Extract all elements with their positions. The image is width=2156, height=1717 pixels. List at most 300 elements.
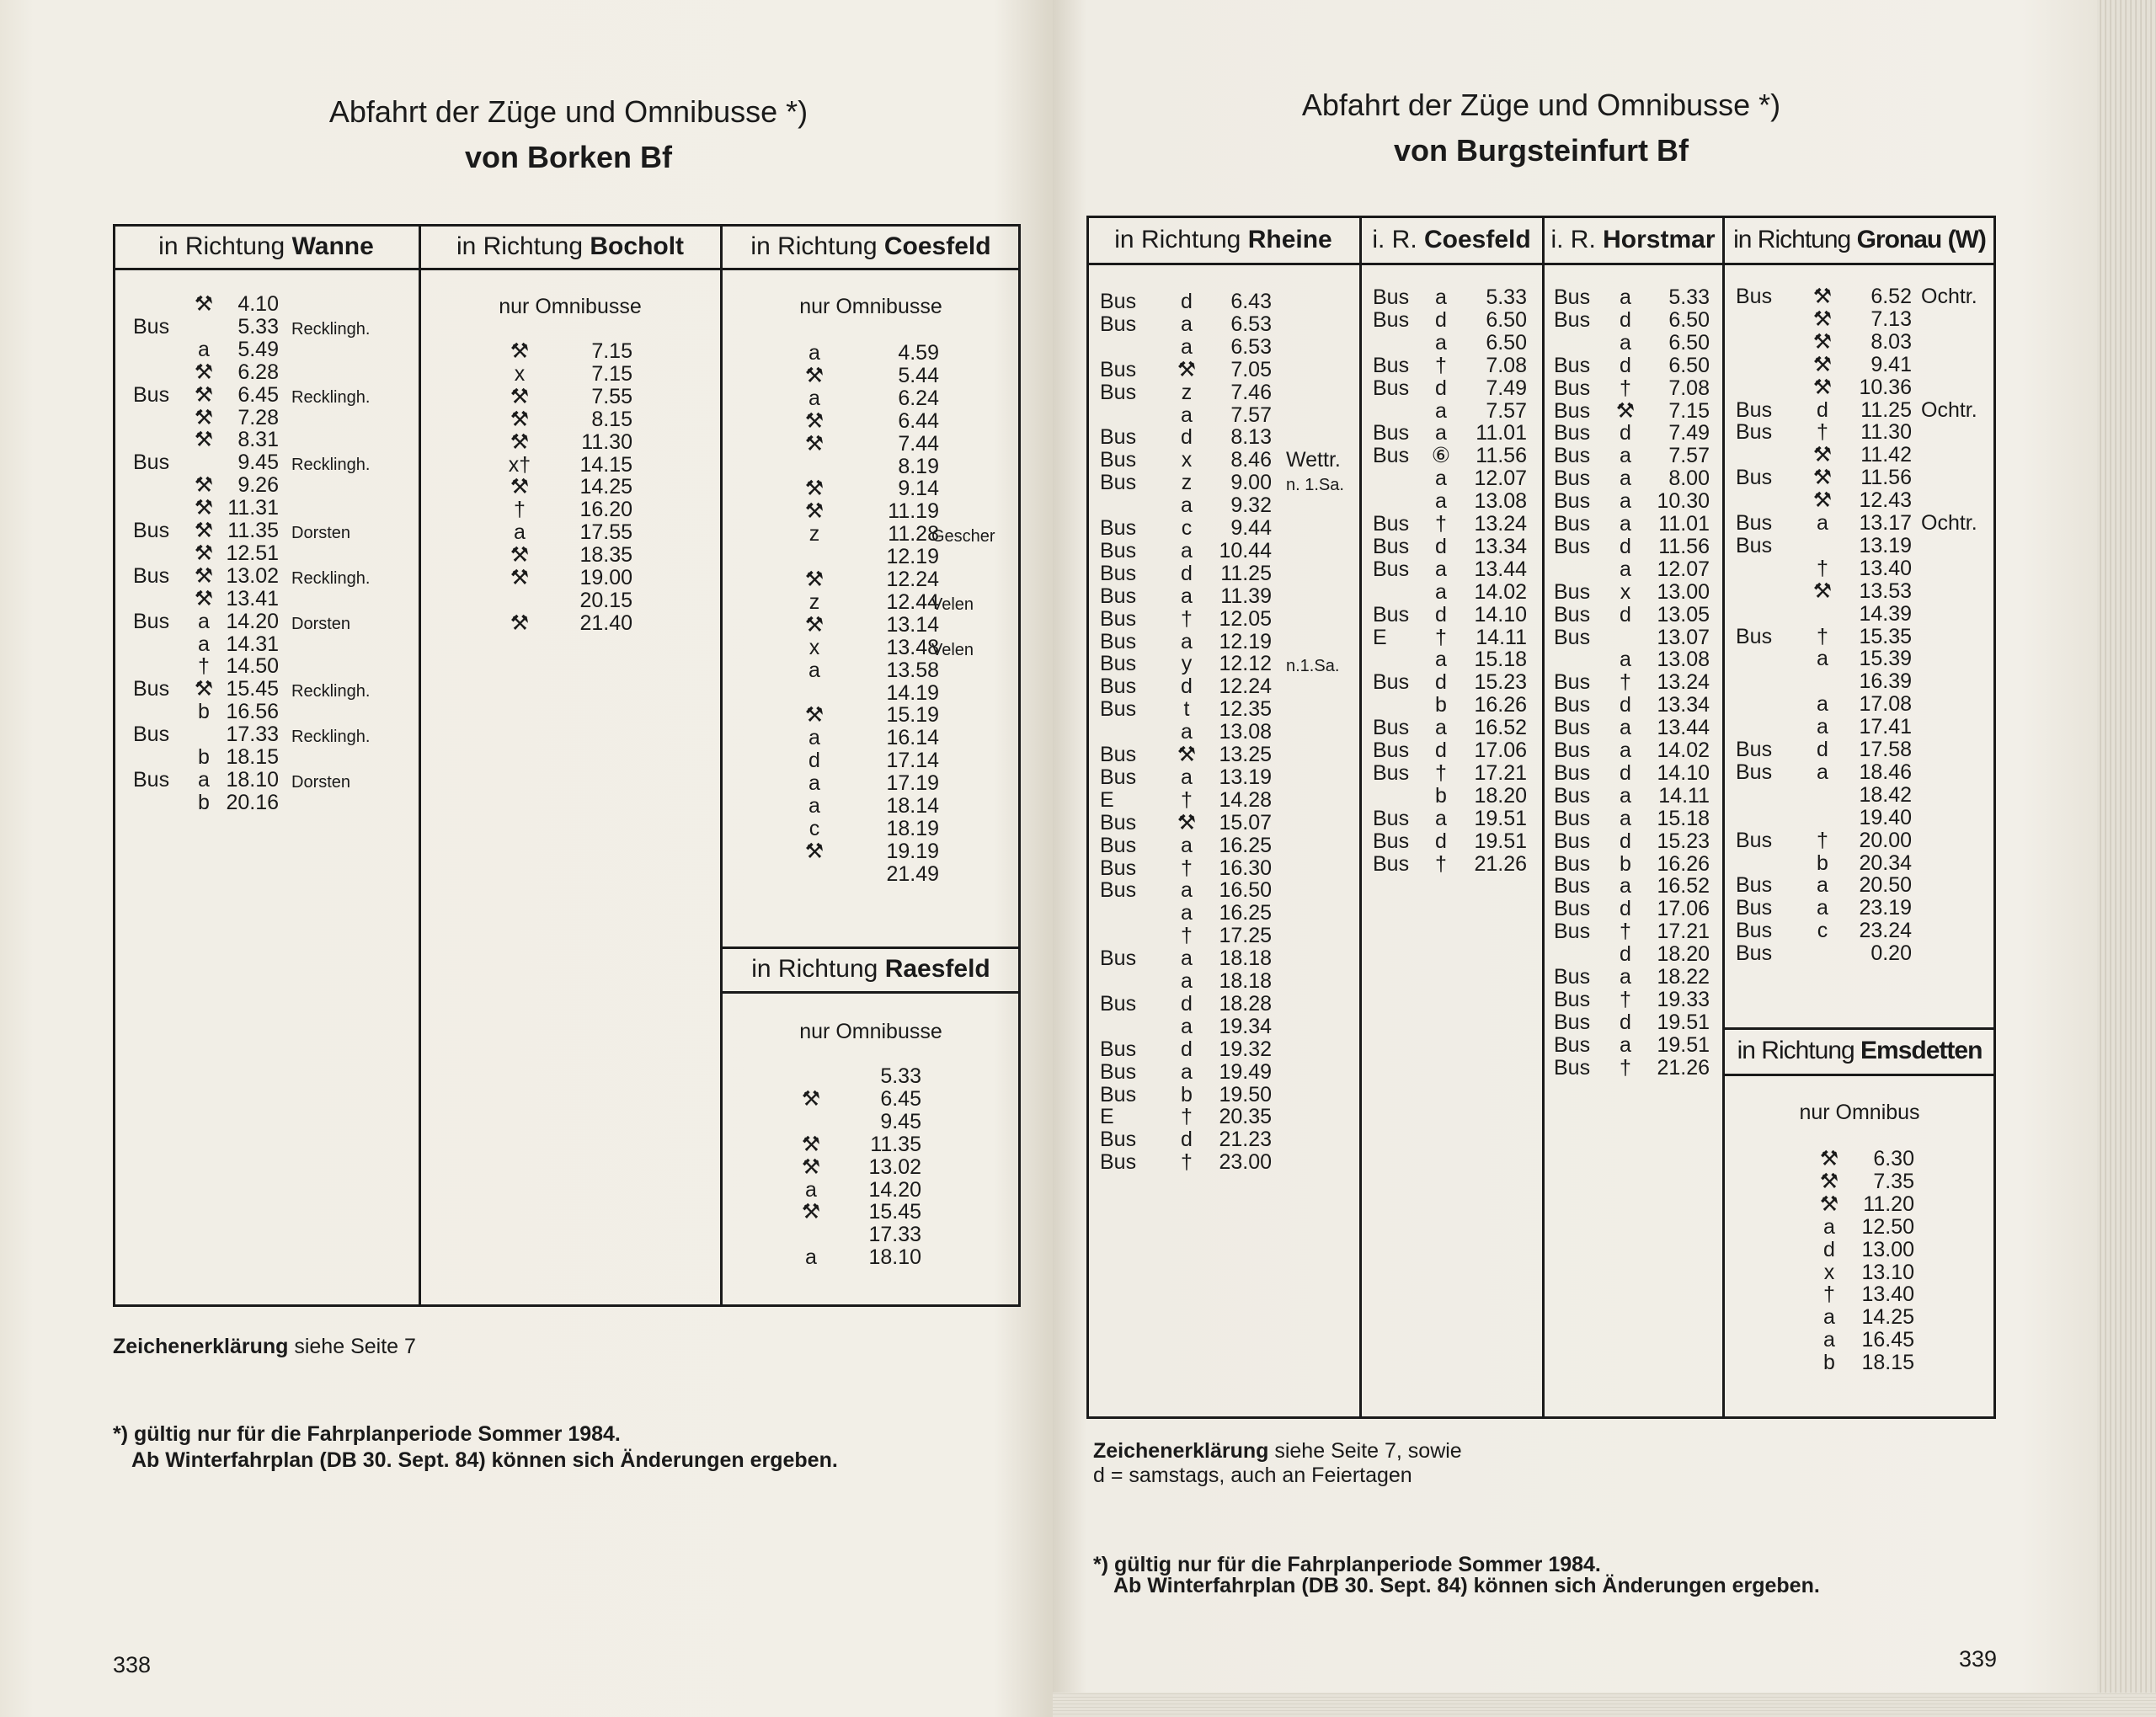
service-symbol: a — [808, 658, 820, 682]
departure-time: 11.30 — [1860, 420, 1912, 445]
departure-time: 20.00 — [1859, 828, 1912, 852]
service-symbol: ⑥ — [1431, 444, 1451, 468]
transport-type: Bus — [1373, 534, 1410, 558]
workdays-hammer-icon: ⚒ — [510, 543, 530, 568]
departure-time: 7.46 — [1230, 380, 1272, 404]
departure-time: 14.11 — [1658, 783, 1710, 808]
service-symbol: a — [1181, 720, 1193, 744]
departure-time: 13.53 — [1859, 579, 1912, 603]
service-symbol: a — [1181, 878, 1193, 903]
workdays-hammer-icon: ⚒ — [801, 1154, 821, 1179]
departure-time: 4.59 — [898, 341, 939, 365]
service-symbol: d — [1435, 307, 1447, 332]
transport-type: Bus — [1736, 420, 1773, 445]
departure-time: 11.56 — [1658, 534, 1710, 558]
transport-type: Bus — [1554, 829, 1591, 853]
service-symbol: a — [1435, 398, 1447, 423]
divider — [1722, 216, 1725, 1419]
header-name: Gronau (W) — [1856, 226, 1986, 253]
service-symbol: a — [1620, 1032, 1631, 1057]
service-symbol: a — [1181, 833, 1193, 857]
transport-type: Bus — [1736, 624, 1773, 648]
service-symbol: b — [1823, 1351, 1835, 1375]
service-symbol: x — [1181, 448, 1193, 472]
departure-time: 17.33 — [226, 723, 279, 747]
divider — [113, 268, 1021, 270]
service-symbol: a — [808, 726, 820, 750]
service-symbol: b — [1181, 1082, 1193, 1106]
transport-type: E — [1100, 787, 1114, 812]
departure-time: 23.19 — [1859, 896, 1912, 920]
service-symbol: d — [1620, 353, 1631, 377]
workdays-hammer-icon: ⚒ — [1812, 579, 1833, 603]
service-symbol: a — [1435, 285, 1447, 309]
service-symbol: c — [808, 816, 820, 840]
transport-type: Bus — [1100, 675, 1137, 699]
departure-time: 7.44 — [898, 431, 939, 456]
departure-time: 13.08 — [1657, 648, 1710, 672]
subtitle-bocholt: nur Omnibusse — [499, 295, 642, 318]
transport-type: Bus — [1554, 398, 1591, 423]
workdays-hammer-icon: ⚒ — [194, 541, 214, 565]
workdays-hammer-icon: ⚒ — [1177, 743, 1197, 766]
departure-time: 6.24 — [898, 386, 939, 410]
departure-time: 9.44 — [1230, 516, 1272, 540]
service-symbol: d — [1181, 991, 1193, 1016]
departure-time: 21.23 — [1219, 1128, 1272, 1152]
workdays-hammer-icon: ⚒ — [194, 473, 214, 498]
departure-time: 16.20 — [579, 498, 632, 522]
departure-time: 8.15 — [591, 407, 632, 431]
workdays-hammer-icon: ⚒ — [194, 586, 214, 611]
workdays-hammer-icon: ⚒ — [194, 563, 214, 588]
departure-time: 8.13 — [1230, 425, 1272, 450]
departure-time: 13.05 — [1657, 602, 1710, 627]
header-coesfeld-r — [1360, 226, 1543, 254]
service-symbol: a — [198, 767, 210, 792]
service-symbol: b — [1435, 783, 1447, 808]
transport-type: Bus — [1100, 697, 1137, 722]
departure-time: 13.44 — [1474, 557, 1527, 581]
service-symbol: a — [1620, 330, 1631, 355]
departure-time: 18.20 — [1657, 942, 1710, 967]
departure-time: 13.24 — [1474, 512, 1527, 536]
header-name: Rheine — [1247, 226, 1332, 253]
transport-type: Bus — [1554, 783, 1591, 808]
workdays-hammer-icon: ⚒ — [804, 499, 825, 524]
departure-time: 6.30 — [1873, 1147, 1914, 1170]
service-symbol: † — [1435, 760, 1447, 785]
workdays-hammer-icon: ⚒ — [194, 405, 214, 429]
service-symbol: d — [808, 749, 820, 773]
service-symbol: † — [1817, 556, 1828, 580]
departure-time: 15.18 — [1657, 806, 1710, 830]
transport-type: Bus — [1554, 670, 1591, 695]
divider — [1086, 263, 1996, 265]
departure-time: 11.35 — [870, 1132, 921, 1156]
departure-time: 12.24 — [886, 568, 939, 591]
departure-time: 10.44 — [1219, 538, 1272, 563]
departure-time: 18.22 — [1657, 965, 1710, 989]
service-symbol: z — [1181, 471, 1193, 495]
transport-type: Bus — [1736, 941, 1773, 966]
service-symbol: a — [1823, 1214, 1835, 1239]
transport-type: Bus — [1100, 833, 1137, 857]
transport-type: Bus — [1100, 561, 1137, 585]
workdays-hammer-icon: ⚒ — [801, 1200, 821, 1224]
divider — [1722, 1027, 1996, 1030]
header-name: Coesfeld — [883, 232, 991, 260]
departure-time: 14.20 — [226, 609, 279, 633]
service-symbol: † — [1620, 920, 1631, 944]
departure-time: 18.46 — [1859, 760, 1912, 784]
departure-time: 14.10 — [1474, 602, 1527, 627]
transport-type: Bus — [133, 563, 170, 588]
departure-time: 7.05 — [1230, 357, 1272, 381]
transport-type: Bus — [1373, 739, 1410, 762]
service-symbol: † — [1181, 1150, 1193, 1175]
transport-type: Bus — [1373, 285, 1410, 309]
header-name: Raesfeld — [884, 955, 990, 983]
transport-type: Bus — [1554, 851, 1591, 876]
departure-time: 17.06 — [1474, 739, 1527, 762]
departure-time: 13.08 — [1474, 489, 1527, 514]
service-symbol: a — [198, 632, 210, 656]
legend-bold: Zeichenerklärung — [113, 1335, 289, 1358]
departure-time: 12.19 — [1219, 629, 1272, 653]
departure-time: 23.00 — [1219, 1150, 1272, 1175]
service-symbol: † — [1435, 353, 1447, 377]
departure-time: 20.34 — [1859, 851, 1912, 875]
departure-time: 11.56 — [1860, 466, 1912, 490]
departure-time: 13.40 — [1859, 556, 1912, 580]
service-symbol: a — [1181, 946, 1193, 971]
transport-type: Bus — [1736, 738, 1773, 761]
transport-type: Bus — [1554, 602, 1591, 627]
transport-type: Bus — [1100, 629, 1137, 653]
departure-time: 7.28 — [237, 405, 279, 429]
transport-type: Bus — [1100, 810, 1137, 835]
workdays-hammer-icon: ⚒ — [194, 382, 214, 407]
workdays-hammer-icon: ⚒ — [804, 839, 825, 863]
departure-time: 20.16 — [226, 790, 279, 814]
departure-time: 17.14 — [886, 749, 939, 773]
service-symbol: a — [1817, 647, 1828, 671]
transport-type: Bus — [1554, 625, 1591, 649]
header-rheine — [1086, 226, 1360, 254]
destination-note: Recklingh. — [291, 568, 371, 588]
service-symbol: a — [1620, 285, 1631, 309]
departure-time: 5.33 — [237, 314, 279, 339]
departure-time: 20.15 — [579, 588, 632, 612]
departure-time: 11.31 — [227, 496, 279, 520]
transport-type: Bus — [1554, 874, 1591, 898]
service-symbol: c — [1181, 516, 1193, 540]
header-wanne — [113, 232, 419, 261]
service-symbol: a — [1620, 648, 1631, 672]
left-footnote-line1: *) gültig nur für die Fahrplanperiode Sommer 1984. — [113, 1422, 621, 1446]
departure-time: 7.08 — [1668, 376, 1710, 400]
service-symbol: † — [1817, 828, 1828, 852]
page-number-left: 338 — [113, 1652, 152, 1677]
destination-note: Ochtr. — [1921, 397, 1977, 422]
departure-time: 18.14 — [886, 794, 939, 818]
service-symbol: b — [198, 745, 210, 769]
departure-time: 8.19 — [898, 454, 939, 478]
departure-time: 8.03 — [1870, 329, 1912, 354]
service-symbol: a — [1823, 1328, 1835, 1352]
destination-note: n.1.Sa. — [1286, 657, 1340, 676]
service-symbol: a — [1181, 1059, 1193, 1084]
departure-time: 16.56 — [226, 700, 279, 724]
departure-time: 19.50 — [1219, 1082, 1272, 1106]
transport-type: Bus — [1373, 557, 1410, 581]
workdays-hammer-icon: ⚒ — [510, 475, 530, 499]
departure-time: 12.07 — [1657, 557, 1710, 581]
right-footnote-line1: *) gültig nur für die Fahrplanperiode Sommer 1984. — [1093, 1553, 1601, 1576]
transport-type: Bus — [1554, 534, 1591, 558]
departure-time: 19.33 — [1657, 987, 1710, 1011]
workdays-hammer-icon: ⚒ — [1812, 375, 1833, 399]
departure-time: 18.35 — [579, 543, 632, 568]
service-symbol: a — [1817, 692, 1828, 717]
departure-time: 6.28 — [237, 360, 279, 384]
service-symbol: d — [1620, 534, 1631, 558]
workdays-hammer-icon: ⚒ — [194, 677, 214, 701]
header-name: Horstmar — [1603, 226, 1716, 253]
service-symbol: d — [1620, 307, 1631, 332]
transport-type: Bus — [133, 382, 170, 407]
service-symbol: a — [1817, 760, 1828, 784]
departure-time: 12.43 — [1859, 488, 1912, 513]
departure-time: 13.00 — [1861, 1237, 1914, 1261]
departure-time: 6.50 — [1668, 307, 1710, 332]
service-symbol: a — [1817, 511, 1828, 535]
departure-time: 11.01 — [1658, 512, 1710, 536]
workdays-hammer-icon: ⚒ — [804, 431, 825, 456]
transport-type: Bus — [1554, 579, 1591, 604]
destination-note: Ochtr. — [1921, 285, 1977, 308]
transport-type: Bus — [1554, 1032, 1591, 1057]
service-symbol: d — [1620, 602, 1631, 627]
service-symbol: d — [1817, 397, 1828, 422]
transport-type: Bus — [1373, 307, 1410, 332]
workdays-hammer-icon: ⚒ — [801, 1086, 821, 1111]
departure-time: 5.33 — [880, 1064, 921, 1088]
subtitle-raesfeld: nur Omnibusse — [799, 1020, 942, 1043]
departure-time: 12.05 — [1219, 606, 1272, 631]
departure-time: 21.26 — [1657, 1055, 1710, 1080]
service-symbol: d — [1823, 1237, 1835, 1261]
destination-note: Recklingh. — [291, 682, 371, 701]
service-symbol: a — [1620, 512, 1631, 536]
destination-note: Wettr. — [1286, 448, 1341, 472]
departure-time: 11.30 — [581, 429, 632, 454]
transport-type: Bus — [1554, 897, 1591, 921]
transport-type: Bus — [1736, 397, 1773, 422]
workdays-hammer-icon: ⚒ — [510, 407, 530, 431]
right-title-station: von Burgsteinfurt Bf — [1394, 133, 1689, 168]
departure-time: 11.35 — [227, 519, 279, 542]
departure-time: 16.26 — [1657, 851, 1710, 876]
service-symbol: a — [805, 1245, 817, 1270]
transport-type: Bus — [1100, 991, 1137, 1016]
left-title-line1: Abfahrt der Züge und Omnibusse *) — [328, 94, 808, 129]
departure-time: 13.07 — [1657, 625, 1710, 649]
header-bocholt — [419, 232, 721, 261]
service-symbol: d — [1620, 421, 1631, 445]
page-stack-bottom — [1053, 1693, 2156, 1717]
departure-time: 13.58 — [886, 658, 939, 682]
transport-type: Bus — [1100, 290, 1137, 313]
workdays-hammer-icon: ⚒ — [804, 612, 825, 637]
transport-type: E — [1100, 1105, 1114, 1129]
service-symbol: † — [1181, 606, 1193, 631]
departure-time: 19.19 — [886, 839, 939, 863]
service-symbol: d — [1620, 693, 1631, 717]
departure-time: 15.23 — [1474, 670, 1527, 695]
departure-time: 11.01 — [1476, 421, 1527, 445]
departure-time: 7.15 — [1668, 398, 1710, 423]
service-symbol: a — [1817, 715, 1828, 739]
departure-time: 9.26 — [237, 473, 279, 498]
transport-type: Bus — [1736, 511, 1773, 535]
service-symbol: † — [1620, 670, 1631, 695]
workdays-hammer-icon: ⚒ — [1177, 357, 1197, 381]
transport-type: Bus — [1554, 760, 1591, 785]
service-symbol: d — [1181, 425, 1193, 450]
transport-type: Bus — [1554, 1055, 1591, 1080]
service-symbol: d — [1181, 1037, 1193, 1061]
departure-time: 7.57 — [1230, 403, 1272, 427]
header-prefix: in Richtung — [750, 232, 884, 260]
workdays-hammer-icon: ⚒ — [1812, 466, 1833, 490]
departure-time: 7.15 — [591, 339, 632, 363]
service-symbol: a — [1181, 629, 1193, 653]
service-symbol: d — [1620, 829, 1631, 853]
service-symbol: a — [1620, 444, 1631, 468]
departure-time: 17.06 — [1657, 897, 1710, 921]
transport-type: Bus — [1373, 670, 1410, 695]
departure-time: 13.02 — [226, 563, 279, 588]
transport-type: Bus — [1100, 1150, 1137, 1175]
departure-time: 8.31 — [237, 428, 279, 452]
departure-time: 15.18 — [1474, 648, 1527, 672]
departure-time: 7.49 — [1486, 376, 1527, 400]
service-symbol: a — [1620, 467, 1631, 491]
workdays-hammer-icon: ⚒ — [510, 339, 530, 363]
transport-type: Bus — [1554, 739, 1591, 762]
departure-time: 16.39 — [1859, 669, 1912, 694]
departure-time: 11.25 — [1860, 397, 1912, 422]
departure-time: 14.39 — [1859, 601, 1912, 626]
departure-time: 19.51 — [1657, 1010, 1710, 1034]
service-symbol: † — [1817, 624, 1828, 648]
service-symbol: † — [1620, 376, 1631, 400]
departure-time: 18.20 — [1474, 783, 1527, 808]
departure-time: 9.14 — [898, 477, 939, 501]
header-prefix: i. R. — [1372, 226, 1424, 253]
service-symbol: d — [1620, 1010, 1631, 1034]
departure-time: 7.13 — [1870, 307, 1912, 331]
departure-time: 13.40 — [1861, 1282, 1914, 1307]
transport-type: Bus — [133, 519, 170, 542]
workdays-hammer-icon: ⚒ — [510, 566, 530, 589]
destination-note: n. 1.Sa. — [1286, 476, 1344, 495]
service-symbol: a — [1181, 765, 1193, 789]
departure-time: 7.35 — [1873, 1169, 1914, 1193]
departure-time: 17.58 — [1859, 738, 1912, 761]
workdays-hammer-icon: ⚒ — [1819, 1147, 1839, 1170]
departure-time: 6.52 — [1870, 285, 1912, 308]
service-symbol: † — [1823, 1282, 1835, 1307]
departure-time: 5.33 — [1668, 285, 1710, 309]
transport-type: Bus — [1100, 946, 1137, 971]
departure-time: 12.35 — [1219, 697, 1272, 722]
departure-time: 16.45 — [1861, 1328, 1914, 1352]
service-symbol: a — [805, 1177, 817, 1202]
departure-time: 14.15 — [579, 452, 632, 477]
departure-time: 17.25 — [1219, 924, 1272, 948]
service-symbol: a — [1181, 312, 1193, 336]
transport-type: Bus — [1100, 471, 1137, 495]
departure-time: 5.33 — [1486, 285, 1527, 309]
departure-time: 16.30 — [1219, 856, 1272, 880]
workdays-hammer-icon: ⚒ — [1819, 1192, 1839, 1216]
right-footnote-line2: Ab Winterfahrplan (DB 30. Sept. 84) können sich Änderungen ergeben. — [1113, 1574, 1820, 1597]
divider — [1359, 216, 1362, 1419]
transport-type: Bus — [1554, 421, 1591, 445]
departure-time: 16.25 — [1219, 901, 1272, 925]
departure-time: 11.20 — [1863, 1192, 1914, 1216]
transport-type: Bus — [1100, 1059, 1137, 1084]
workdays-hammer-icon: ⚒ — [194, 360, 214, 384]
departure-time: 0.20 — [1870, 941, 1912, 966]
departure-time: 14.25 — [1861, 1305, 1914, 1330]
departure-time: 12.51 — [226, 541, 279, 565]
divider — [419, 224, 421, 1307]
transport-type: Bus — [1373, 353, 1410, 377]
service-symbol: x — [514, 361, 526, 386]
departure-time: 13.02 — [868, 1154, 921, 1179]
service-symbol: a — [1435, 716, 1447, 740]
workdays-hammer-icon: ⚒ — [194, 496, 214, 520]
transport-type: Bus — [1373, 760, 1410, 785]
departure-time: 14.02 — [1474, 579, 1527, 604]
transport-type: Bus — [1100, 765, 1137, 789]
departure-time: 12.07 — [1474, 467, 1527, 491]
departure-time: 18.10 — [868, 1245, 921, 1270]
departure-time: 18.10 — [226, 767, 279, 792]
transport-type: Bus — [1373, 716, 1410, 740]
service-symbol: a — [1435, 648, 1447, 672]
workdays-hammer-icon: ⚒ — [510, 429, 530, 454]
departure-time: 13.25 — [1219, 743, 1272, 766]
service-symbol: a — [1181, 969, 1193, 993]
workdays-hammer-icon: ⚒ — [1812, 307, 1833, 331]
departure-time: 6.45 — [880, 1086, 921, 1111]
workdays-hammer-icon: ⚒ — [1812, 329, 1833, 354]
departure-time: 19.51 — [1657, 1032, 1710, 1057]
transport-type: Bus — [1373, 806, 1410, 830]
transport-type: Bus — [1373, 444, 1410, 468]
service-symbol: d — [1435, 670, 1447, 695]
transport-type: Bus — [1554, 444, 1591, 468]
header-horstmar — [1543, 226, 1723, 254]
departure-time: 19.00 — [579, 566, 632, 589]
departure-time: 11.42 — [1860, 443, 1912, 467]
right-title-line1: Abfahrt der Züge und Omnibusse *) — [1301, 88, 1781, 122]
